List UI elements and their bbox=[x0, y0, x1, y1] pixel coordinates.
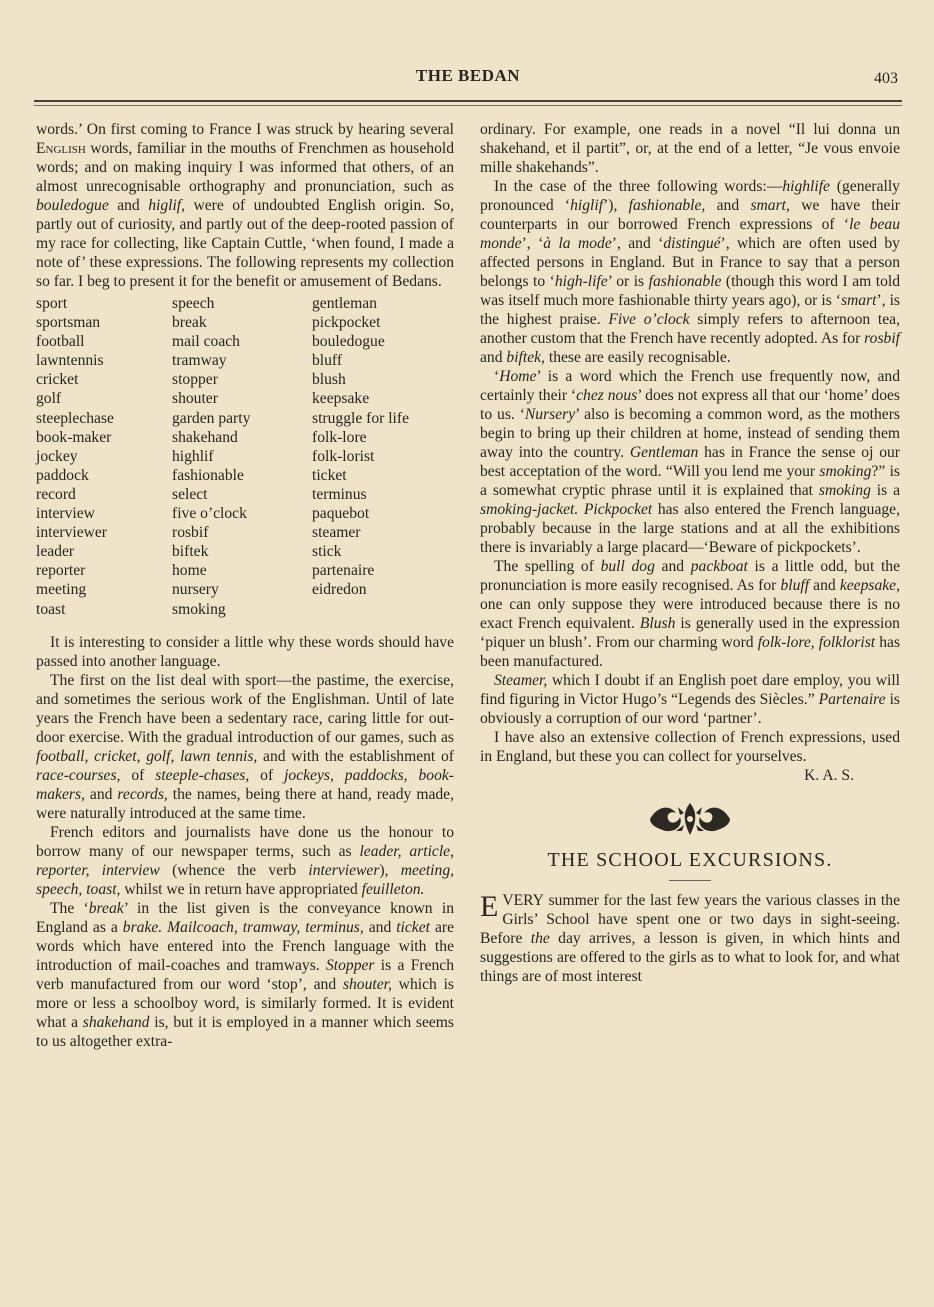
word-table-row bbox=[36, 409, 454, 428]
word-table-cell: folk-lorist bbox=[312, 447, 375, 465]
paragraph-newspaper: French editors and journalists have done us the honour to borrow many of our newspaper terms, such as leader, article, reporter, interview (whence the verb interviewer), meeting, speech, toast, whilst we in return have appropriated feuilleton. bbox=[36, 823, 455, 898]
word-table-cell: ticket bbox=[312, 466, 347, 484]
word-list-table bbox=[36, 294, 454, 619]
left-column bbox=[36, 120, 454, 1051]
word-table-cell: garden party bbox=[172, 409, 251, 427]
word-table-cell: speech bbox=[172, 295, 215, 312]
word-table-row bbox=[36, 600, 454, 619]
word-table-cell: keepsake bbox=[312, 390, 370, 408]
paragraph-spelling: The spelling of bull dog and packboat is a little odd, but the pronunciation is more easily recognised. As for bluff and keepsake, one can only suppose they were introduced because there is no exact French equivalent. Blush is generally used in the expression ‘piquer un blush’. From our charming word folk-lore, folklorist has been manufactured. bbox=[480, 558, 901, 670]
word-table-row bbox=[36, 370, 454, 389]
word-table-cell: partenaire bbox=[312, 562, 375, 580]
paragraph-highlife: In the case of the three following words:—highlife (generally pronounced ‘higlif’), fashionable, and smart, we have their counterparts in our borrowed French expressions of ‘le beau monde’, ‘à la mode’, and ‘distingué’, which are often used by affected persons in England. But in France to say that a person belongs to ‘high-life’ or is fashionable (though this word I am told was itself much more fashionable thirty years ago), or is ‘smart’, is the highest praise. Five o’clock simply refers to afternoon tea, another custom that the French have recently adopted. As for rosbif and biftek, these are easily recognisable. bbox=[480, 178, 901, 366]
page-number: 403 bbox=[874, 70, 898, 87]
paragraph-why: It is interesting to consider a little why these words should have passed into another language. bbox=[36, 633, 454, 670]
word-table-cell: record bbox=[36, 485, 76, 503]
signature: K. A. S. bbox=[804, 767, 854, 784]
section-title: THE SCHOOL EXCURSIONS. bbox=[547, 849, 833, 871]
word-table-row bbox=[36, 485, 454, 504]
word-table-cell: eidredon bbox=[312, 581, 367, 599]
word-table-cell: highlif bbox=[172, 447, 214, 465]
section-title-rule bbox=[669, 880, 711, 881]
word-table-cell: leader bbox=[36, 543, 75, 561]
word-table-cell: biftek bbox=[172, 543, 209, 561]
word-table-cell: lawntennis bbox=[36, 352, 104, 370]
word-table-cell: terminus bbox=[312, 485, 367, 503]
word-table-row bbox=[36, 580, 454, 599]
page-header bbox=[34, 66, 902, 92]
word-table-cell: jockey bbox=[36, 447, 78, 465]
running-title: THE BEDAN bbox=[415, 66, 521, 85]
word-table-cell: gentleman bbox=[312, 295, 377, 312]
paragraph-home: ‘Home’ is a word which the French use frequently now, and certainly their ‘chez nous’ does not express all that our ‘home’ does to us. ‘Nursery’ also is becoming a common word, as the mothers begin to bring up their children at home, instead of sending them away into the country. Gentleman has in France the sense oj our best acceptation of the word. “Will you lend me your smoking?” is a somewhat cryptic phrase until it is explained that smoking is a smoking-jacket. Pickpocket has also entered the French language, probably because in the large stations and at all the exhibitions there is invariably a large placard—‘Beware of pickpockets’. bbox=[480, 368, 901, 556]
intro-paragraph: words.’ On first coming to France I was struck by hearing several English words, familiar in the mouths of Frenchmen as household words; and on making inquiry I was informed that others, of an almost unrecognisable orthography and pronunciation, such as bouledogue and higlif, were of undoubted English origin. So, partly out of curiosity, and partly out of the deep-rooted passion of my race for collecting, like Captain Cuttle, ‘when found, I made a note of’ these expressions. The following represents my collection so far. I beg to present it for the benefit or amusement of Bedans. bbox=[36, 121, 454, 290]
word-table-cell: home bbox=[172, 562, 207, 580]
word-table-row bbox=[36, 523, 454, 542]
word-table-cell: struggle for life bbox=[312, 409, 409, 427]
word-table-row bbox=[36, 542, 454, 561]
drop-cap: E bbox=[480, 890, 499, 923]
word-table-cell: cricket bbox=[36, 371, 79, 389]
word-table-row bbox=[36, 313, 454, 332]
word-table-cell: tramway bbox=[172, 352, 227, 370]
paragraph-excursions: EVERY summer for the last few years the various classes in the Girls’ School have spent one or two days in sight-seeing. Before the day arrives, a lesson is given, in which hints and suggestions are offered to the girls as to what to look for, and what things are of most interest bbox=[480, 890, 900, 985]
word-table-cell: mail coach bbox=[172, 333, 240, 351]
word-table-cell: shouter bbox=[172, 390, 218, 408]
word-table-row bbox=[36, 428, 454, 447]
word-table-cell: rosbif bbox=[172, 524, 209, 542]
word-table-cell: paquebot bbox=[312, 505, 370, 523]
word-table-cell: book-maker bbox=[36, 428, 112, 446]
word-table-row bbox=[36, 389, 454, 408]
word-table-cell: folk-lore bbox=[312, 428, 367, 446]
word-table-cell: nursery bbox=[172, 581, 219, 599]
word-table-row bbox=[36, 351, 454, 370]
word-table-row bbox=[36, 332, 454, 351]
paragraph-collection: I have also an extensive collection of French expressions, used in England, but these you can collect for yourselves. bbox=[480, 729, 900, 765]
paragraph-steamer: Steamer, which I doubt if an English poet dare employ, you will find figuring in Victor Hugo’s “Legends des Siècles.” Partenaire is obviously a corruption of our word ‘partner’. bbox=[480, 672, 900, 727]
word-table-row bbox=[36, 561, 454, 580]
word-table-cell: sport bbox=[36, 295, 68, 312]
word-table-row bbox=[36, 447, 454, 466]
word-table-cell: paddock bbox=[36, 466, 89, 484]
word-table-cell: golf bbox=[36, 390, 62, 408]
word-table-cell: stick bbox=[312, 543, 342, 561]
word-table-row bbox=[36, 466, 454, 485]
word-table-cell: steamer bbox=[312, 524, 361, 542]
paragraph-sport: The first on the list deal with sport—the pastime, the exercise, and sometimes the serious work of the Englishman. Until of late years the French have been a sedentary race, caring little for out-door exercise. With the gradual introduction of our games, such as football, cricket, golf, lawn tennis, and with the establishment of race-courses, of steeple-chases, of jockeys, paddocks, book-makers, and records, the names, being there at hand, ready made, were naturally introduced at the same time. bbox=[36, 671, 455, 822]
paragraph-ordinary: ordinary. For example, one reads in a novel “Il lui donna un shakehand, et il partit”, or, at the end of a letter, “Je vous envoie mille shakehands”. bbox=[480, 121, 900, 176]
word-table-cell: select bbox=[172, 485, 208, 503]
word-table-cell: stopper bbox=[172, 371, 218, 389]
paragraph-break: The ‘break’ in the list given is the conveyance known in England as a brake. Mailcoach, tramway, terminus, and ticket are words which have entered into the French language with the introduction of mail-coaches and tramways. Stopper is a French verb manufactured from our word ‘stop’, and shouter, which is more or less a schoolboy word, is similarly formed. It is evident what a shakehand is, but it is employed in a manner which seems to us altogether extra- bbox=[36, 899, 455, 1050]
word-table-cell: bluff bbox=[312, 352, 343, 370]
right-column bbox=[480, 120, 900, 986]
header-rule-thin bbox=[34, 105, 902, 106]
word-table-row bbox=[36, 504, 454, 523]
word-table-cell: interviewer bbox=[36, 524, 108, 542]
word-table-row bbox=[36, 294, 454, 313]
word-table-cell: interview bbox=[36, 505, 95, 523]
word-table-cell: meeting bbox=[36, 581, 87, 599]
word-table-cell: reporter bbox=[36, 562, 86, 580]
word-table-cell: five o’clock bbox=[172, 505, 247, 523]
word-table-cell: sportsman bbox=[36, 314, 101, 332]
word-table-cell: steeplechase bbox=[36, 409, 114, 427]
word-table-cell: shakehand bbox=[172, 428, 238, 446]
word-table-cell: smoking bbox=[172, 600, 226, 618]
header-rule-thick bbox=[34, 100, 902, 102]
word-table-cell: football bbox=[36, 333, 85, 351]
word-table-cell: fashionable bbox=[172, 466, 244, 484]
word-table-cell: break bbox=[172, 314, 207, 332]
word-table-cell: pickpocket bbox=[312, 314, 381, 332]
ornament-icon bbox=[642, 797, 738, 841]
word-table-cell: blush bbox=[312, 371, 346, 389]
word-table-cell bbox=[312, 600, 454, 619]
word-table-cell: toast bbox=[36, 600, 66, 618]
word-table-cell: bouledogue bbox=[312, 333, 385, 351]
